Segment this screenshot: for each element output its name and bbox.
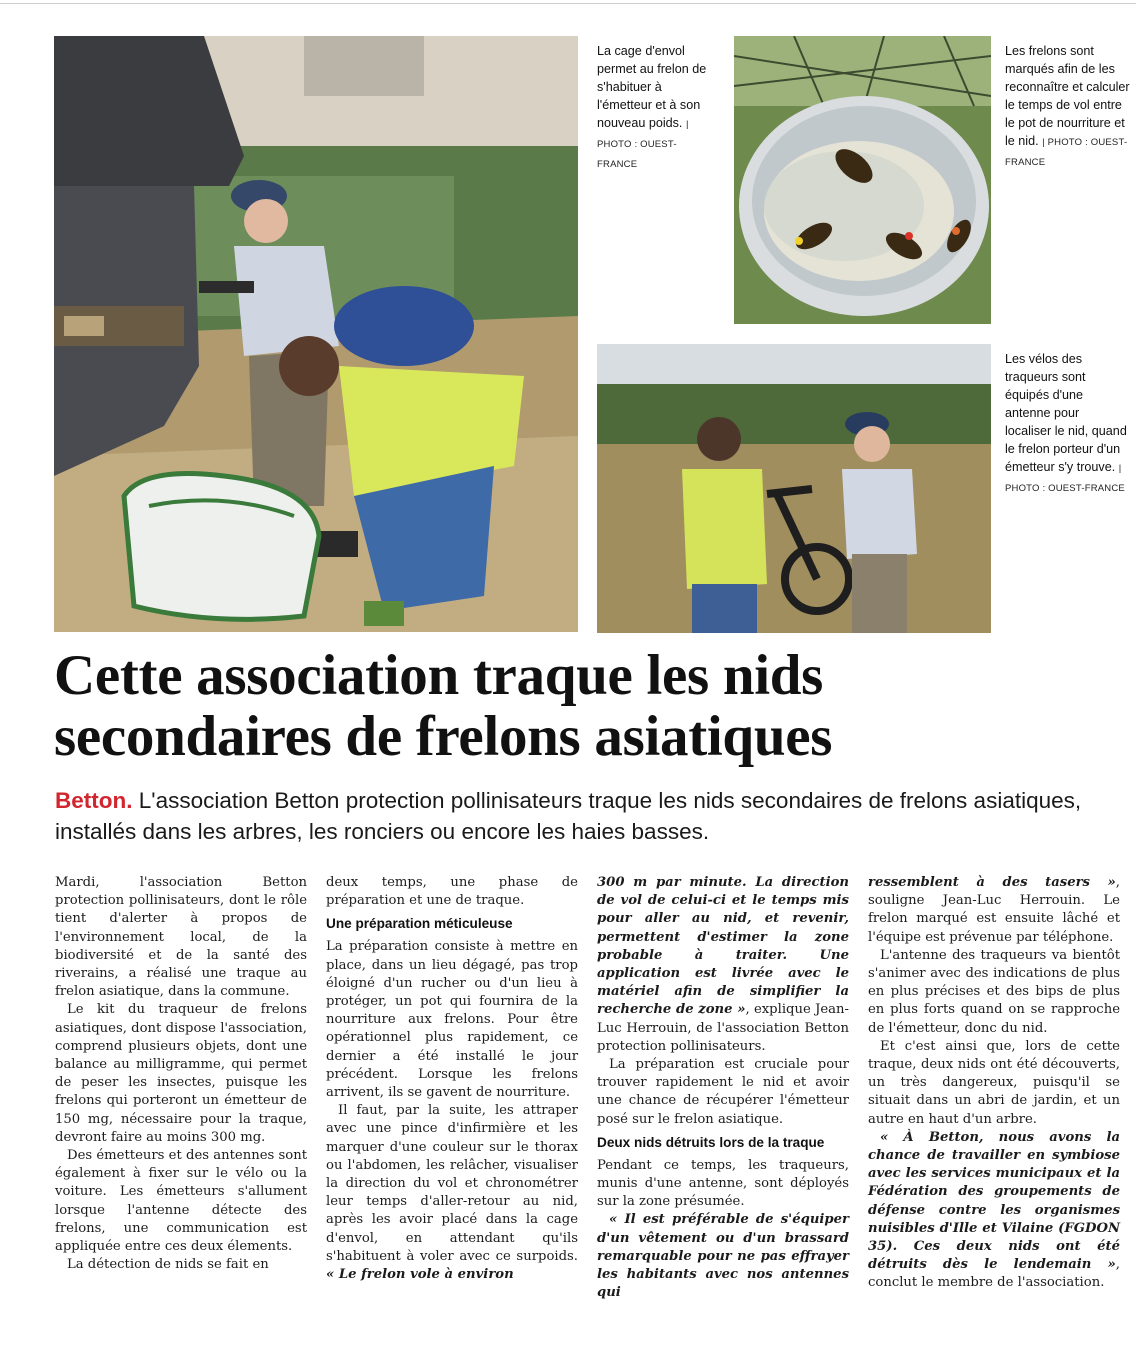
photo-bike bbox=[597, 344, 991, 633]
caption-marked bbox=[1005, 42, 1130, 172]
column-1 bbox=[55, 874, 307, 1274]
paragraph: La préparation consiste à mettre en place, dans un lieu dégagé, pas trop éloigné d'un rucher ou d'un lieu à protéger, un pot qui fournira de la nourriture aux frelons. Pour être opérationnel plus rapidement, ce dernier a été installé le jour précédent. Lorsque les frelons arrivent, ils se gavent de nourriture. bbox=[326, 939, 578, 1101]
paragraph-text: , souligne Jean-Luc Herrouin. Le frelon marqué est ensuite lâché et l'équipe est prévenue par téléphone. bbox=[868, 875, 1120, 945]
photo-main bbox=[54, 36, 578, 632]
paragraph-text: , conclut le membre de l'association. bbox=[868, 1257, 1120, 1291]
paragraph bbox=[597, 874, 849, 1056]
column-4 bbox=[868, 874, 1120, 1293]
paragraph bbox=[597, 1211, 849, 1302]
paragraph: La préparation est cruciale pour trouver rapidement le nid et avoir une chance de récupérer l'émetteur posé sur le frelon asiatique. bbox=[597, 1057, 849, 1127]
quote: 300 m par minute. La direction de vol de celui-ci et le temps mis pour aller au nid, et revenir, permettent d'estimer la zone probable à traiter. Une application est livrée avec le matériel afin de simplifier la recherche de zone » bbox=[597, 875, 849, 1018]
intro-place: Betton. bbox=[55, 788, 133, 813]
quote: « Le frelon vole à environ bbox=[326, 1267, 514, 1283]
subheading: Une préparation méticuleuse bbox=[326, 916, 513, 932]
column-3 bbox=[597, 874, 849, 1302]
photo-jar bbox=[734, 36, 991, 324]
subheading: Deux nids détruits lors de la traque bbox=[597, 1134, 825, 1150]
column-2 bbox=[326, 874, 578, 1284]
intro bbox=[55, 785, 1115, 847]
photo-main-illustration bbox=[54, 36, 578, 632]
paragraph: Pendant ce temps, les traqueurs, munis d'une antenne, sont déployés sur la zone présumée. bbox=[597, 1157, 849, 1210]
paragraph-text: , explique Jean-Luc Herrouin, de l'association Betton protection pollinisateurs. bbox=[597, 1002, 849, 1054]
caption-bike-text: Les vélos des traqueurs sont équipés d'une antenne pour localiser le nid, quand le frelon porteur d'un émetteur s'y trouve. bbox=[1005, 352, 1127, 474]
headline: Cette association traque les nids secondaires de frelons asiatiques bbox=[54, 644, 833, 768]
caption-marked-text: Les frelons sont marqués afin de les reconnaître et calculer le temps de vol entre le pot de nourriture et le nid. bbox=[1005, 44, 1130, 148]
photo-bike-illustration bbox=[597, 344, 991, 633]
quote: « À Betton, nous avons la chance de travailler en symbiose avec les services municipaux et la Fédération des groupements de défense contre les organismes nuisibles d'Ille et Vilaine (FGDON 35). Ces deux nids ont été détruits dès le lendemain » bbox=[868, 1129, 1120, 1273]
caption-jar-credit: | PHOTO : OUEST-FRANCE bbox=[597, 119, 689, 170]
paragraph: Mardi, l'association Betton protection pollinisateurs, dont le rôle tient d'alerter à propos de l'environnement local, de la biodiversité et de la santé des riverains, a réalisé une traque au frelon asiatique, dans la commune. bbox=[55, 875, 307, 1000]
paragraph: Le kit du traqueur de frelons asiatiques, dont dispose l'association, comprend plusieurs objets, dont une balance au milligramme, qui permet de peser les insectes, puisque les frelons qui porteront un émetteur de 150 mg, nécessaire pour la traque, devront faire au moins 300 mg. bbox=[55, 1002, 307, 1145]
paragraph: Des émetteurs et des antennes sont également à fixer sur le vélo ou la voiture. Les émetteurs s'allument lorsque l'antenne détecte des frelons, une communication est appliquée entre ces deux élements. bbox=[55, 1148, 307, 1255]
paragraph bbox=[868, 1129, 1120, 1293]
quote: « Il est préférable de s'équiper d'un vêtement ou d'un brassard remarquable pour ne pas effrayer les habitants avec nos antennes qui bbox=[597, 1212, 849, 1301]
paragraph: La détection de nids se fait en bbox=[67, 1257, 269, 1273]
paragraph-text: Il faut, par la suite, les attraper avec une pince d'infirmière et les marquer d'une couleur sur le thorax ou l'abdomen, les relâcher, visualiser la direction du vol et chronométrer leur temps d'aller-retour au nid, après les avoir placé dans la cage d'envol, en attendant qu'ils s'habituent à voler avec ce surpoids. bbox=[326, 1103, 578, 1264]
paragraph: Et c'est ainsi que, lors de cette traque, deux nids ont été découverts, un très dangereux, puisqu'il se situait dans un abri de jardin, et un autre en haut d'un arbre. bbox=[868, 1038, 1120, 1127]
photo-jar-illustration bbox=[734, 36, 991, 324]
paragraph bbox=[326, 1102, 578, 1284]
paragraph: L'antenne des traqueurs va bientôt s'animer avec des indications de plus en plus précises et des bips de plus en plus forts quand on se rapproche de l'émetteur, donc du nid. bbox=[868, 947, 1120, 1036]
caption-jar bbox=[597, 42, 715, 174]
intro-text: L'association Betton protection pollinisateurs traque les nids secondaires de frelons asiatiques, installés dans les arbres, les ronciers ou encore les haies basses. bbox=[55, 788, 1082, 844]
paragraph: deux temps, une phase de préparation et une de traque. bbox=[326, 875, 578, 909]
white-cage-icon bbox=[124, 474, 319, 620]
caption-bike bbox=[1005, 350, 1127, 498]
paragraph bbox=[868, 874, 1120, 947]
caption-bike-credit: | PHOTO : OUEST-FRANCE bbox=[1005, 463, 1125, 494]
quote: ressemblent à des tasers » bbox=[868, 875, 1116, 890]
top-rule bbox=[0, 3, 1136, 4]
caption-marked-credit: | PHOTO : OUEST-FRANCE bbox=[1005, 137, 1128, 168]
caption-jar-text: La cage d'envol permet au frelon de s'habituer à l'émetteur et à son nouveau poids. bbox=[597, 44, 707, 130]
